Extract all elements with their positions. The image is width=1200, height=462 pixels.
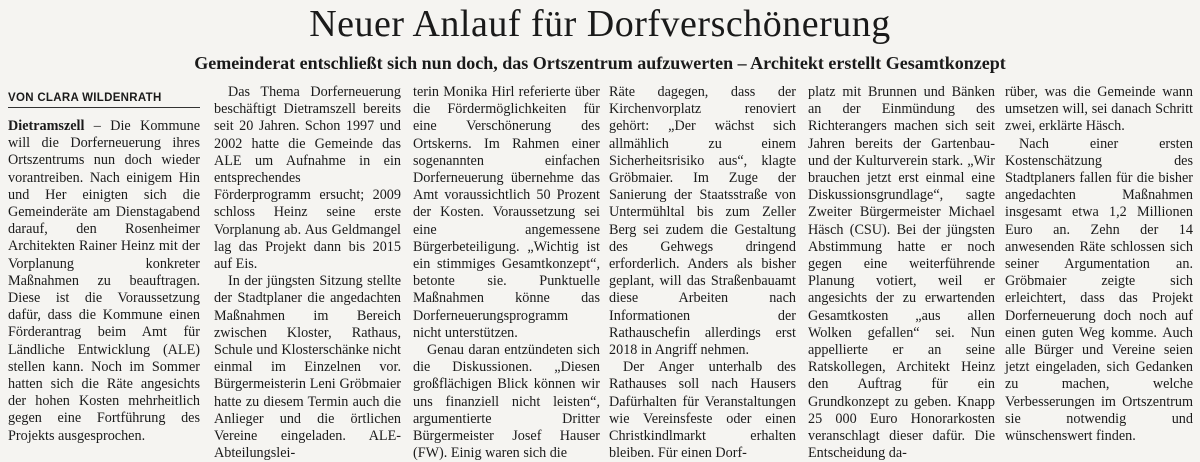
- article-column-6: [1005, 84, 1193, 445]
- paragraph: Der Anger unterhalb des Rathauses soll nach Hausers Dafürhalten für Veranstaltungen wie Vereinsfeste oder einen Christkindlmarkt erhalten bleiben. Für einen Dorf-: [609, 359, 796, 462]
- headline: Neuer Anlauf für Dorfverschönerung: [309, 3, 891, 45]
- article-column-2: [214, 84, 401, 462]
- article-column-3: [413, 84, 600, 462]
- paragraph: In der jüngsten Sitzung stellte der Stadtplaner die angedachten Maßnahmen im Bereich zwischen Kloster, Rathaus, Schule und Klosterschänke nicht einmal im Einzelnen vor. Bürgermeisterin Leni Gröbmaier hatte zu diesem Termin auch die Anlieger und die örtlichen Vereine eingeladen. ALE-Abteilungslei-: [214, 273, 401, 462]
- paragraph: Das Thema Dorferneuerung beschäftigt Dietramszell bereits seit 20 Jahren. Schon 1997 und 2002 hatte die Gemeinde das ALE um Aufnahme in ein entsprechendes Förderprogramm ersucht; 2009 schloss Heinz seine erste Vorplanung ab. Aus Geldmangel lag das Projekt dann bis 2015 auf Eis.: [214, 84, 401, 273]
- paragraph: Nach einer ersten Kostenschätzung des Stadtplaners fallen für die bisher angedachten Maßnahmen insgesamt etwa 1,2 Millionen Euro an. Zehn der 14 anwesenden Räte schlossen sich seiner Argumentation an. Gröbmaier zeigte sich erleichtert, dass das Projekt Dorferneuerung doch noch auf einen guten Weg komme. Auch alle Bürger und Vereine seien jetzt eingeladen, sich Gedanken zu machen, welche Verbesserungen im Ortszentrum sie notwendig und wünschenswert finden.: [1005, 135, 1193, 445]
- article-column-4: [609, 84, 796, 462]
- paragraph: rüber, was die Gemeinde wann umsetzen will, sei danach Schritt zwei, erklärte Häsch.: [1005, 84, 1193, 135]
- paragraph-text: – Die Kommune will die Dorferneuerung ihres Ortszentrums nun doch wieder vorantreiben. Nach einigem Hin und Her einigten sich die Gemeinderäte am Dienstagabend darauf, den Rosenheimer Architekten Rainer Heinz mit der Vorplanung konkreter Maßnahmen zu beauftragen. Diese ist die Voraussetzung dafür, dass die Kommune einen Förderantrag beim Amt für Ländliche Entwicklung (ALE) stellen kann. Noch im Sommer hatten sich die Räte angesichts der hohen Kosten mehrheitlich gegen eine Fortführung des Projekts ausgesprochen.: [8, 118, 200, 444]
- paragraph: [8, 118, 200, 445]
- paragraph: Genau daran entzündeten sich die Diskussionen. „Diesen großflächigen Blick können wir uns finanziell nicht leisten“, argumentierte Dritter Bürgermeister Josef Hauser (FW). Einig waren sich die: [413, 342, 600, 462]
- paragraph: Räte dagegen, dass der Kirchenvorplatz renoviert gehört: „Der wächst sich allmählich zu einem Sicherheitsrisiko aus“, klagte Gröbmaier. Im Zuge der Sanierung der Staatsstraße von Untermühltal bis zum Zeller Berg sei zudem die Gestaltung des Gehwegs dringend erforderlich. Anders als bisher geplant, will das Straßenbauamt diese Arbeiten nach Informationen der Rathauschefin allerdings erst 2018 in Angriff nehmen.: [609, 84, 796, 359]
- paragraph: terin Monika Hirl referierte über die Fördermöglichkeiten für eine Verschönerung des Ortskerns. Im Rahmen einer sogenannten einfachen Dorferneuerung übernehme das Amt voraussichtlich 50 Prozent der Kosten. Voraussetzung sei eine angemessene Bürgerbeteiligung. „Wichtig ist ein stimmiges Gesamtkonzept“, betonte sie. Punktuelle Maßnahmen könne das Dorferneuerungsprogramm nicht unterstützen.: [413, 84, 600, 341]
- paragraph: platz mit Brunnen und Bänken an der Einmündung des Richterangers machen sich seit Jahren bereits der Gartenbau- und der Kulturverein stark. „Wir brauchen jetzt erst einmal eine Diskussionsgrundlage“, sagte Zweiter Bürgermeister Michael Häsch (CSU). Bei der jüngsten Abstimmung hatte er noch gegen eine weiterführende Planung votiert, weil er angesichts der zu erwartenden Gesamtkosten „aus allen Wolken gefallen“ sei. Nun appellierte er an seine Ratskollegen, Architekt Heinz den Auftrag für ein Grundkonzept zu geben. Knapp 25 000 Euro Honorarkosten veranschlagt dieser dafür. Die Entscheidung da-: [808, 84, 995, 462]
- dateline: Dietramszell: [8, 118, 85, 134]
- subheadline: Gemeinderat entschließt sich nun doch, das Ortszentrum aufzuwerten – Architekt erstellt Gesamtkonzept: [194, 53, 1006, 73]
- byline: VON CLARA WILDENRATH: [8, 92, 200, 108]
- article-column-5: [808, 84, 995, 462]
- article-column-1: [8, 118, 200, 444]
